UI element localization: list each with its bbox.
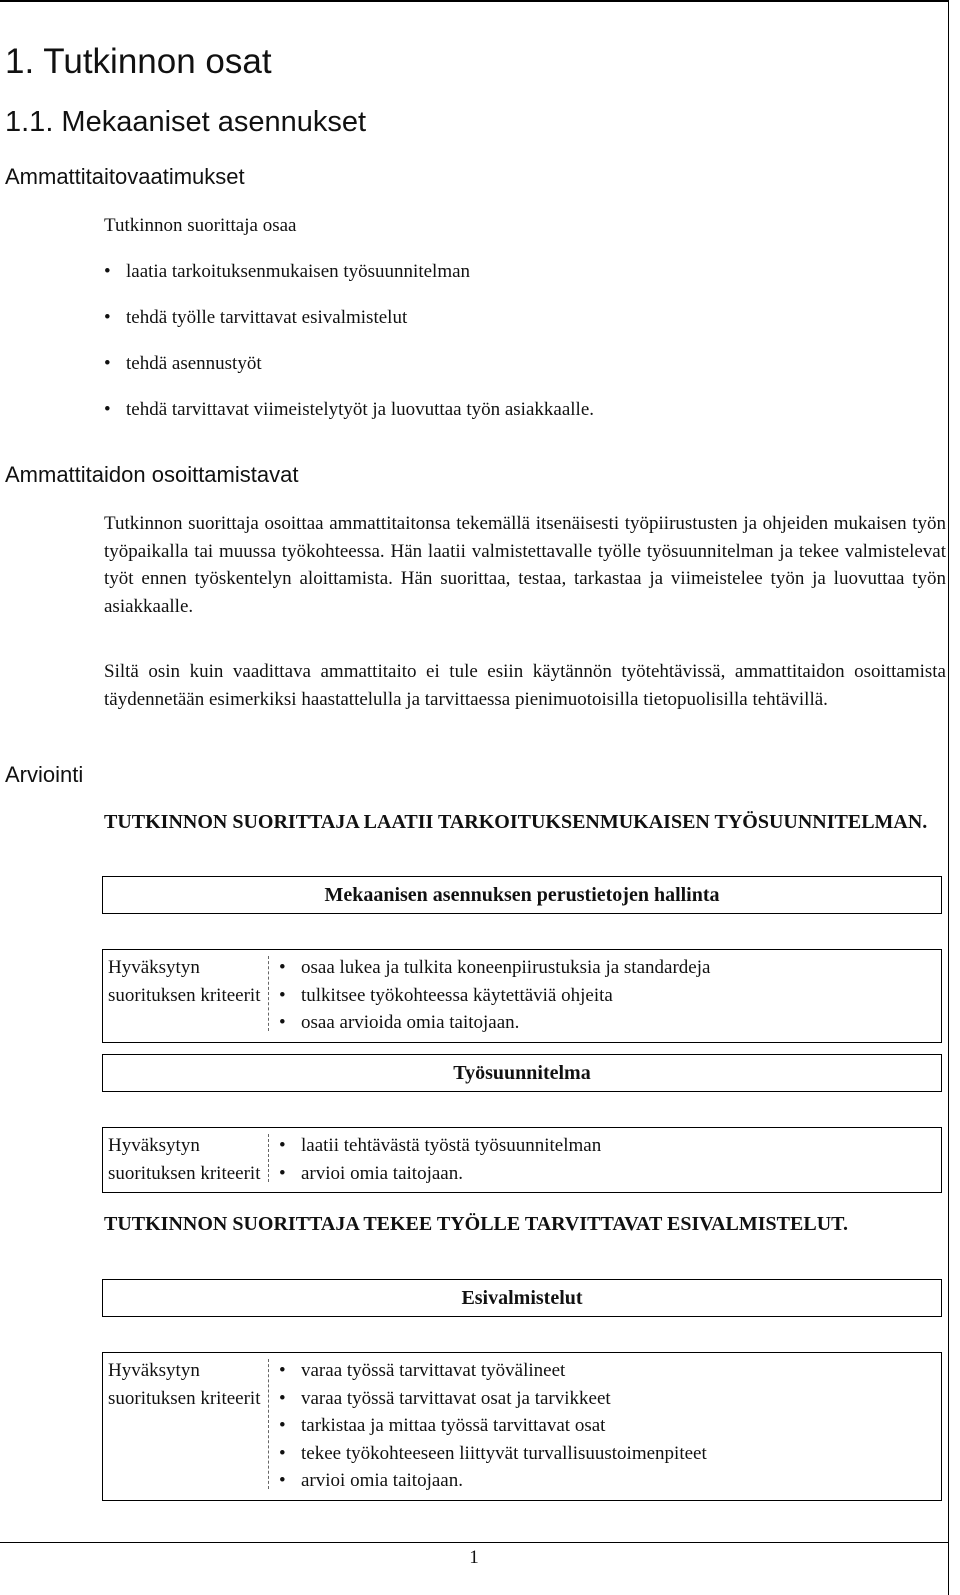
criteria-title: Työsuunnitelma xyxy=(453,1062,591,1084)
list-item: • tulkitsee työkohteessa käytettäviä ohjeita xyxy=(279,982,710,1010)
demonstration-paragraph-2: Siltä osin kuin vaadittava ammattitaito ei tule esiin käytännön työtehtävissä, ammattitaidon osoittamista täydennetään esimerkiksi haastattelulla ja tarvittaessa pienimuotoisilla tietopuolisilla tehtävillä. xyxy=(104,661,946,710)
top-rule xyxy=(0,0,948,2)
criteria-row xyxy=(103,950,941,1037)
list-item: • osaa arvioida omia taitojaan. xyxy=(279,1009,710,1037)
criteria-list xyxy=(269,950,710,1037)
page-number: 1 xyxy=(469,1547,479,1568)
list-item: • tekee työkohteeseen liittyvät turvallisuustoimenpiteet xyxy=(279,1440,707,1468)
heading-arviointi: Arviointi xyxy=(5,762,84,787)
section1-heading: TUTKINNON SUORITTAJA LAATII TARKOITUKSENMUKAISEN TYÖSUUNNITELMAN. xyxy=(104,811,928,833)
heading-osoittamistavat: Ammattitaidon osoittamistavat xyxy=(5,462,299,487)
list-item: • osaa lukea ja tulkita koneenpiirustuksia ja standardeja xyxy=(279,954,710,982)
criteria-label: Hyväksytyn suorituksen kriteerit xyxy=(108,1360,261,1409)
list-item: • tehdä tarvittavat viimeistelytyöt ja luovuttaa työn asiakkaalle. xyxy=(104,396,594,442)
criteria-title: Mekaanisen asennuksen perustietojen hallinta xyxy=(324,884,720,906)
heading-ammattitaitovaatimukset: Ammattitaitovaatimukset xyxy=(5,164,245,189)
criteria-label: Hyväksytyn suorituksen kriteerit xyxy=(108,1135,261,1184)
footer-rule xyxy=(0,1542,948,1543)
criteria-title-box xyxy=(102,876,942,914)
demonstration-paragraph-1: Tutkinnon suorittaja osoittaa ammattitaitonsa tekemällä itsenäisesti työpiirustusten ja ohjeiden mukaisen työn työpaikalla tai muussa työkohteessa. Hän laatii valmistettavalle työlle työsuunnitelman ja tekee valmistelevat työt ennen työskentelyn aloittamista. Hän suorittaa, testaa, tarkastaa ja viimeistelee työn ja luovuttaa työn asiakkaalle. xyxy=(104,513,946,617)
list-item: • laatia tarkoituksenmukaisen työsuunnitelman xyxy=(104,258,594,304)
list-item: • laatii tehtävästä työstä työsuunnitelman xyxy=(279,1132,601,1160)
requirements-intro: Tutkinnon suorittaja osaa xyxy=(104,215,297,236)
list-item: • arvioi omia taitojaan. xyxy=(279,1467,707,1495)
chapter-title: 1. Tutkinnon osat xyxy=(5,42,272,81)
criteria-box xyxy=(102,1352,942,1501)
criteria-label: Hyväksytyn suorituksen kriteerit xyxy=(108,957,261,1006)
criteria-list xyxy=(269,1128,601,1188)
section2-heading: TUTKINNON SUORITTAJA TEKEE TYÖLLE TARVITTAVAT ESIVALMISTELUT. xyxy=(104,1213,848,1235)
criteria-list xyxy=(269,1353,707,1495)
list-item: • arvioi omia taitojaan. xyxy=(279,1160,601,1188)
requirements-list xyxy=(104,258,594,442)
criteria-title-box xyxy=(102,1279,942,1317)
criteria-title: Esivalmistelut xyxy=(461,1287,583,1309)
list-item: • tarkistaa ja mittaa työssä tarvittavat osat xyxy=(279,1412,707,1440)
list-item: • tehdä työlle tarvittavat esivalmistelut xyxy=(104,304,594,350)
list-item: • varaa työssä tarvittavat osat ja tarvikkeet xyxy=(279,1385,707,1413)
criteria-title-box xyxy=(102,1054,942,1092)
criteria-box xyxy=(102,1127,942,1193)
criteria-box xyxy=(102,949,942,1043)
list-item: • varaa työssä tarvittavat työvälineet xyxy=(279,1357,707,1385)
section-title: 1.1. Mekaaniset asennukset xyxy=(5,106,367,138)
criteria-row xyxy=(103,1128,941,1188)
criteria-row xyxy=(103,1353,941,1495)
page-edge-rule xyxy=(948,0,949,1595)
list-item: • tehdä asennustyöt xyxy=(104,350,594,396)
